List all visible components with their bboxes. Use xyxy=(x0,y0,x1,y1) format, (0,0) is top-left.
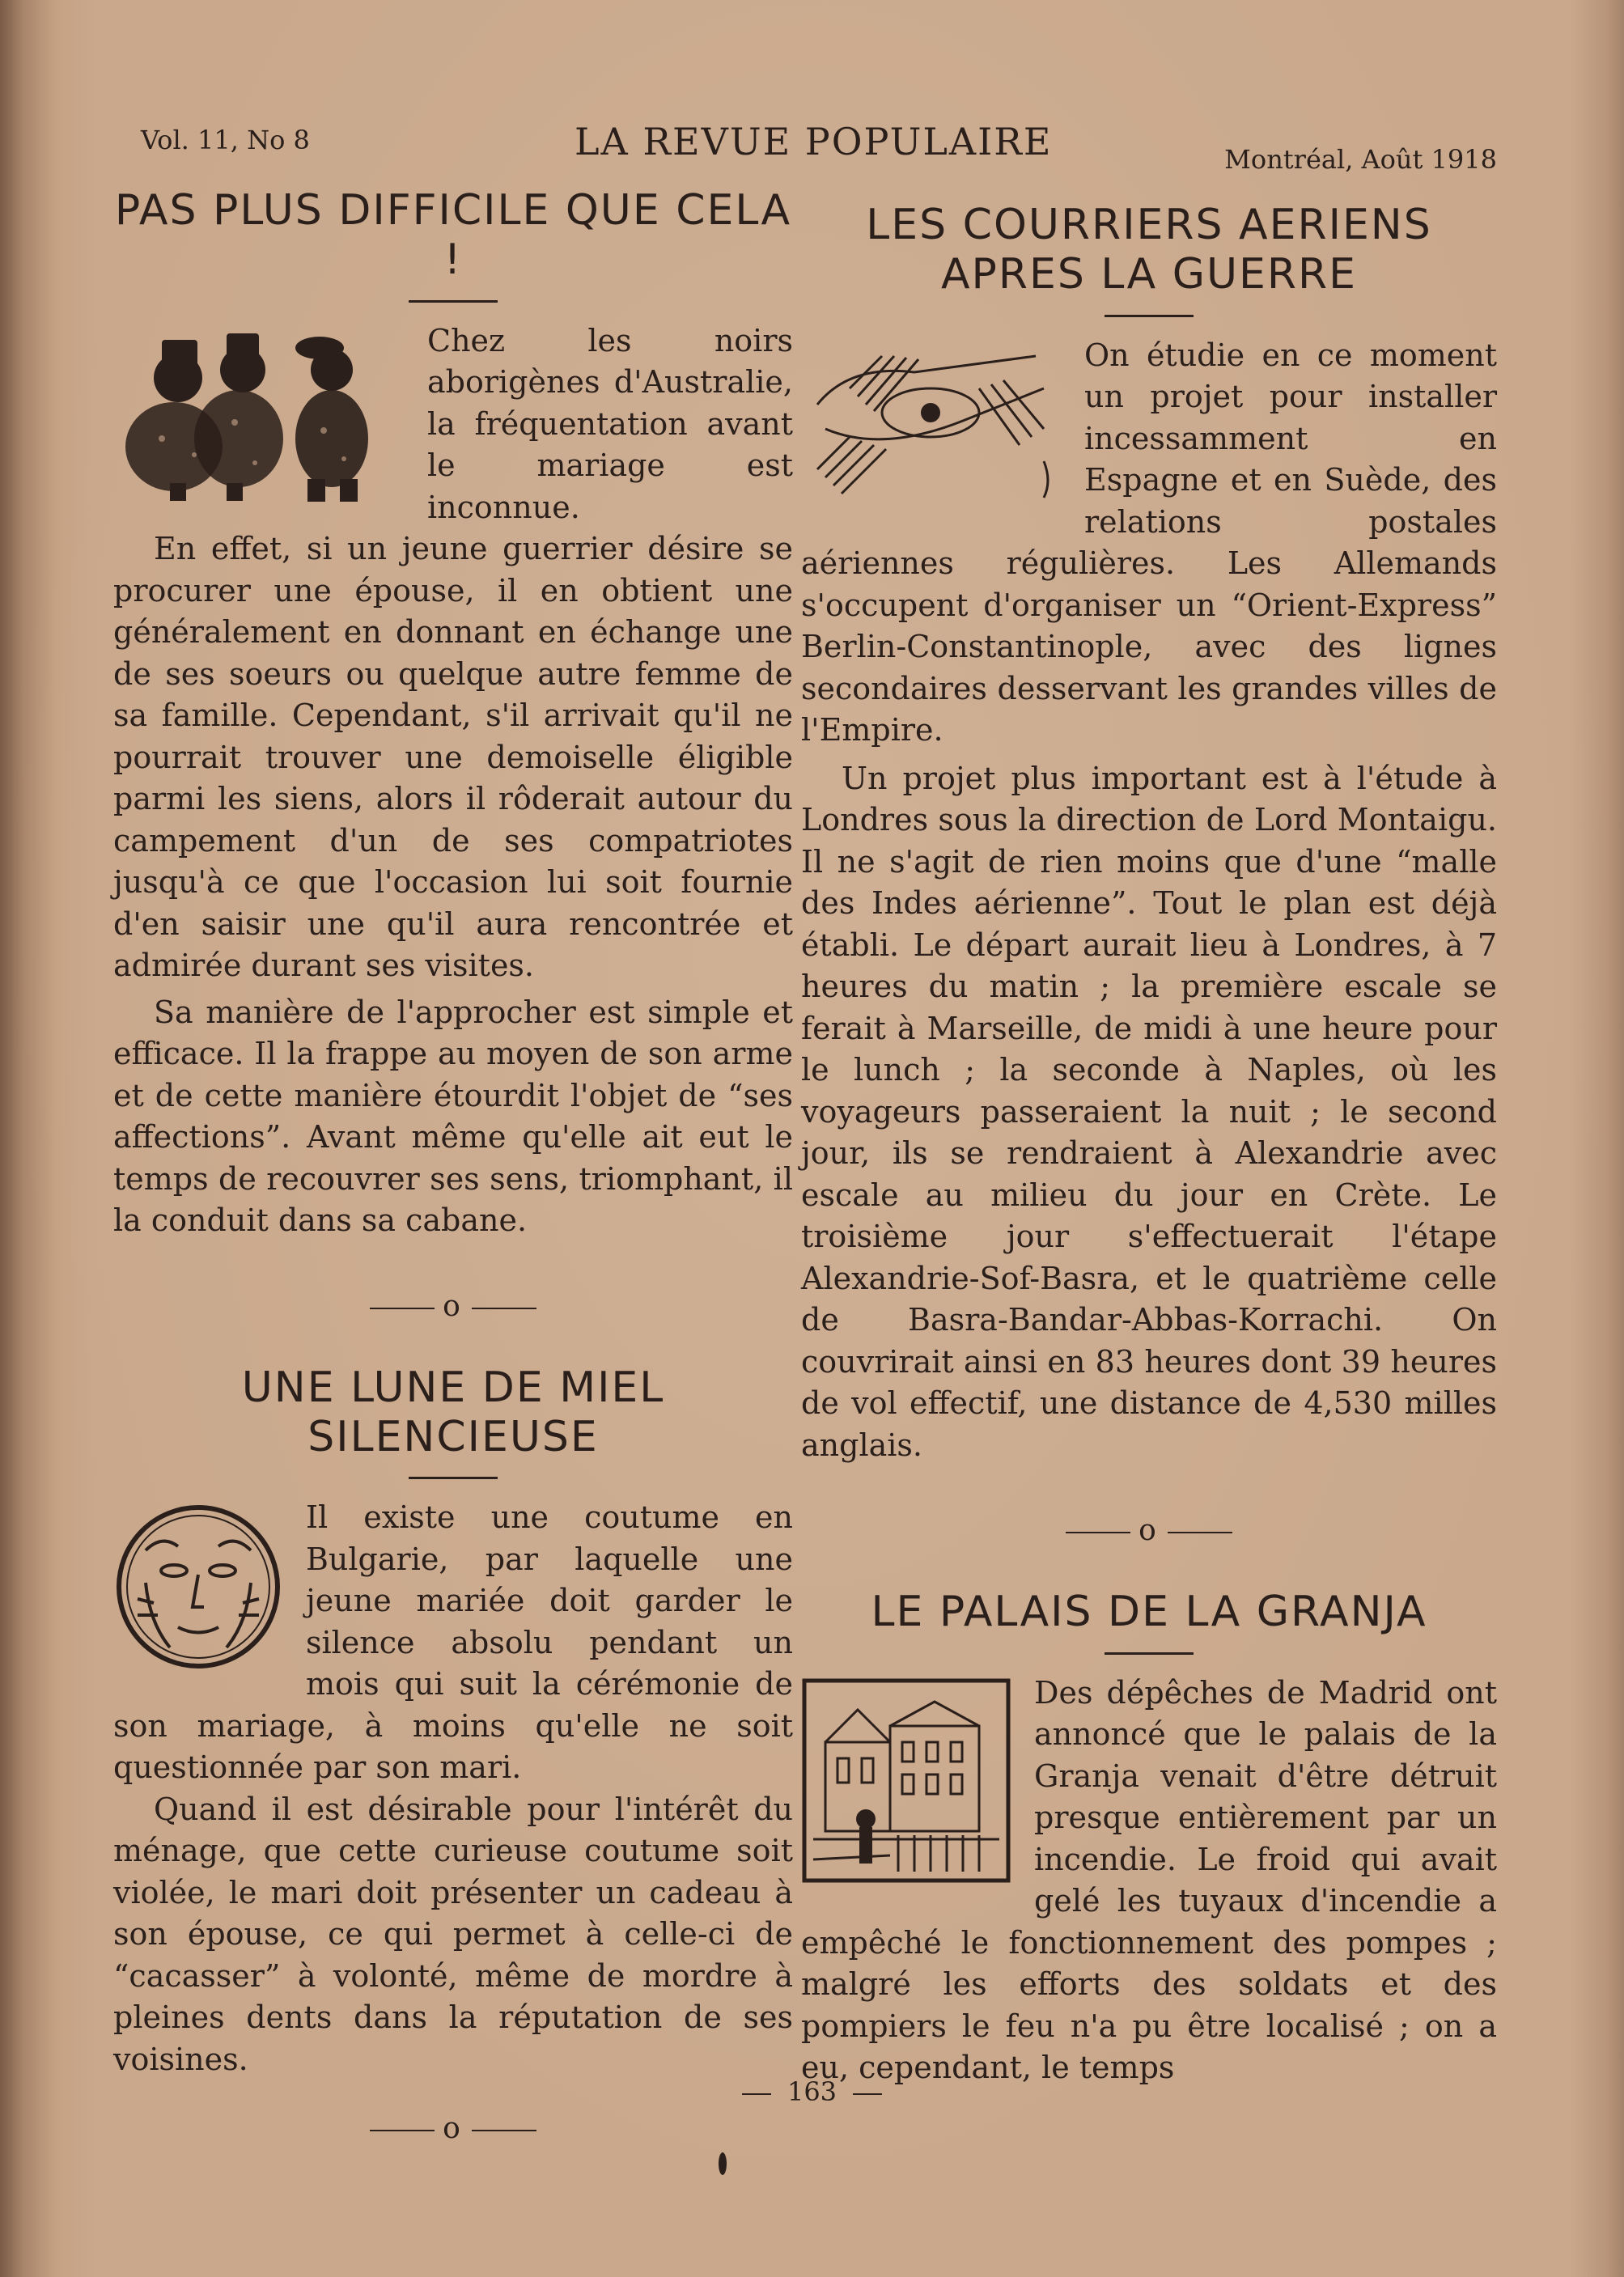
page-footer xyxy=(0,2076,1624,2107)
article-palais-granja xyxy=(801,1588,1497,2088)
ink-speck xyxy=(719,2152,727,2175)
volume-number: Vol. 11, No 8 xyxy=(141,125,310,155)
article-paragraph: Des dépêches de Madrid ont annoncé que le palais de la Granja venait d'être détruit presque entièrement par un incendie. Le froid qui avait gelé les tuyaux d'incendie a empêché le fonctionnement des pompes ; malgré les efforts des soldats et des pompiers le feu n'a pu être localisé ; on a eu, cependant, le temps xyxy=(801,1674,1497,2086)
title-rule xyxy=(409,300,498,303)
section-separator: o xyxy=(801,1515,1497,1547)
article-title: UNE LUNE DE MIEL SILENCIEUSE xyxy=(241,1363,665,1462)
article-paragraph: Quand il est désirable pour l'intérêt du ménage, que cette curieuse coutume soit violée, le mari doit présenter un cadeau à son épouse, ce qui permet à celle-ci de “cacasser” à volonté, même de mordre à pleines dents dans la réputation de ses voisines. xyxy=(113,1791,793,2077)
title-rule xyxy=(1105,315,1194,317)
aborigines-illustration xyxy=(113,325,405,503)
section-separator: o xyxy=(113,1291,793,1323)
article-title: LE PALAIS DE LA GRANJA xyxy=(871,1588,1427,1637)
left-column xyxy=(113,186,793,2186)
article-title: LES COURRIERS AERIENS APRES LA GUERRE xyxy=(866,201,1432,299)
issue-date: Montréal, Août 1918 xyxy=(1224,144,1497,175)
article-title: PAS PLUS DIFFICILE QUE CELA ! xyxy=(114,186,792,285)
article-paragraph: Sa manière de l'approcher est simple et efficace. Il la frappe au moyen de son arme et de cette manière étourdit l'objet de “ses affections”. Avant même qu'elle ait eut le temps de recouvrer ses sens, triomphant, il la conduit dans sa cabane. xyxy=(113,994,793,1239)
face-medallion-illustration xyxy=(113,1502,283,1672)
article-paragraph: Un projet plus important est à l'étude à Londres sous la direction de Lord Montaigu. Il ne s'agit de rien moins que d'une “malle des Indes aérienne”. Tout le plan est déjà établi. Le départ aurait lieu à Londres, à 7 heures du matin ; la première escale se ferait à Marseille, de midi à une heure pour le lunch ; la seconde à Naples, où les voyageurs passeraient la nuit ; le second jour, ils se rendraient à Alexandrie avec escale au milieu du jour en Crète. Le troisième jour s'effectuerait l'étape Alexandrie-Sof-Basra, et le quatrième celle de Basra-Bandar-Abbas-Korrachi. On couvrirait ainsi en 83 heures dont 39 heures de vol effectif, une distance de 4,530 milles anglais. xyxy=(801,760,1497,1463)
article-lune-de-miel xyxy=(113,1363,793,2081)
palace-illustration xyxy=(801,1677,1011,1884)
article-courriers-aeriens xyxy=(801,201,1497,1466)
title-rule xyxy=(1105,1652,1194,1655)
airplane-illustration xyxy=(801,340,1068,502)
journal-title: LA REVUE POPULAIRE xyxy=(575,120,1053,163)
right-column xyxy=(801,201,1497,2089)
article-paragraph: On étudie en ce moment un projet pour installer incessamment en Espagne et en Suède, des relations postales aériennes régulières. Les Allemands s'occupent d'organiser un “Orient-Express” Berlin-Constantinople, avec des lignes secondaires desservant les grandes villes de l'Empire. xyxy=(801,337,1497,748)
article-paragraph: Il existe une coutume en Bulgarie, par laquelle une jeune mariée doit garder le silence absolu pendant un mois qui suit la cérémonie de son mariage, à moins qu'elle ne soit questionnée par son mari. xyxy=(113,1499,793,1786)
title-rule xyxy=(409,1477,498,1479)
article-pas-plus-difficile xyxy=(113,186,793,1242)
page-header xyxy=(138,120,1497,176)
section-separator: o xyxy=(113,2113,793,2145)
article-paragraph: En effet, si un jeune guerrier désire se procurer une épouse, il en obtient une généralement en donnant en échange une de ses soeurs ou quelque autre femme de sa famille. Cependant, s'il arrivait qu'il ne pourrait trouver une demoiselle éligible parmi les siens, alors il rôderait autour du campement d'un de ses compatriotes jusqu'à ce que l'occasion lui soit fournie d'en saisir une qu'il aura rencontrée et admirée durant ses visites. xyxy=(113,531,793,984)
article-paragraph: Chez les noirs aborigènes d'Australie, la fréquentation avant le mariage est inconnue. xyxy=(427,322,793,525)
page-number: 163 xyxy=(787,2076,837,2107)
